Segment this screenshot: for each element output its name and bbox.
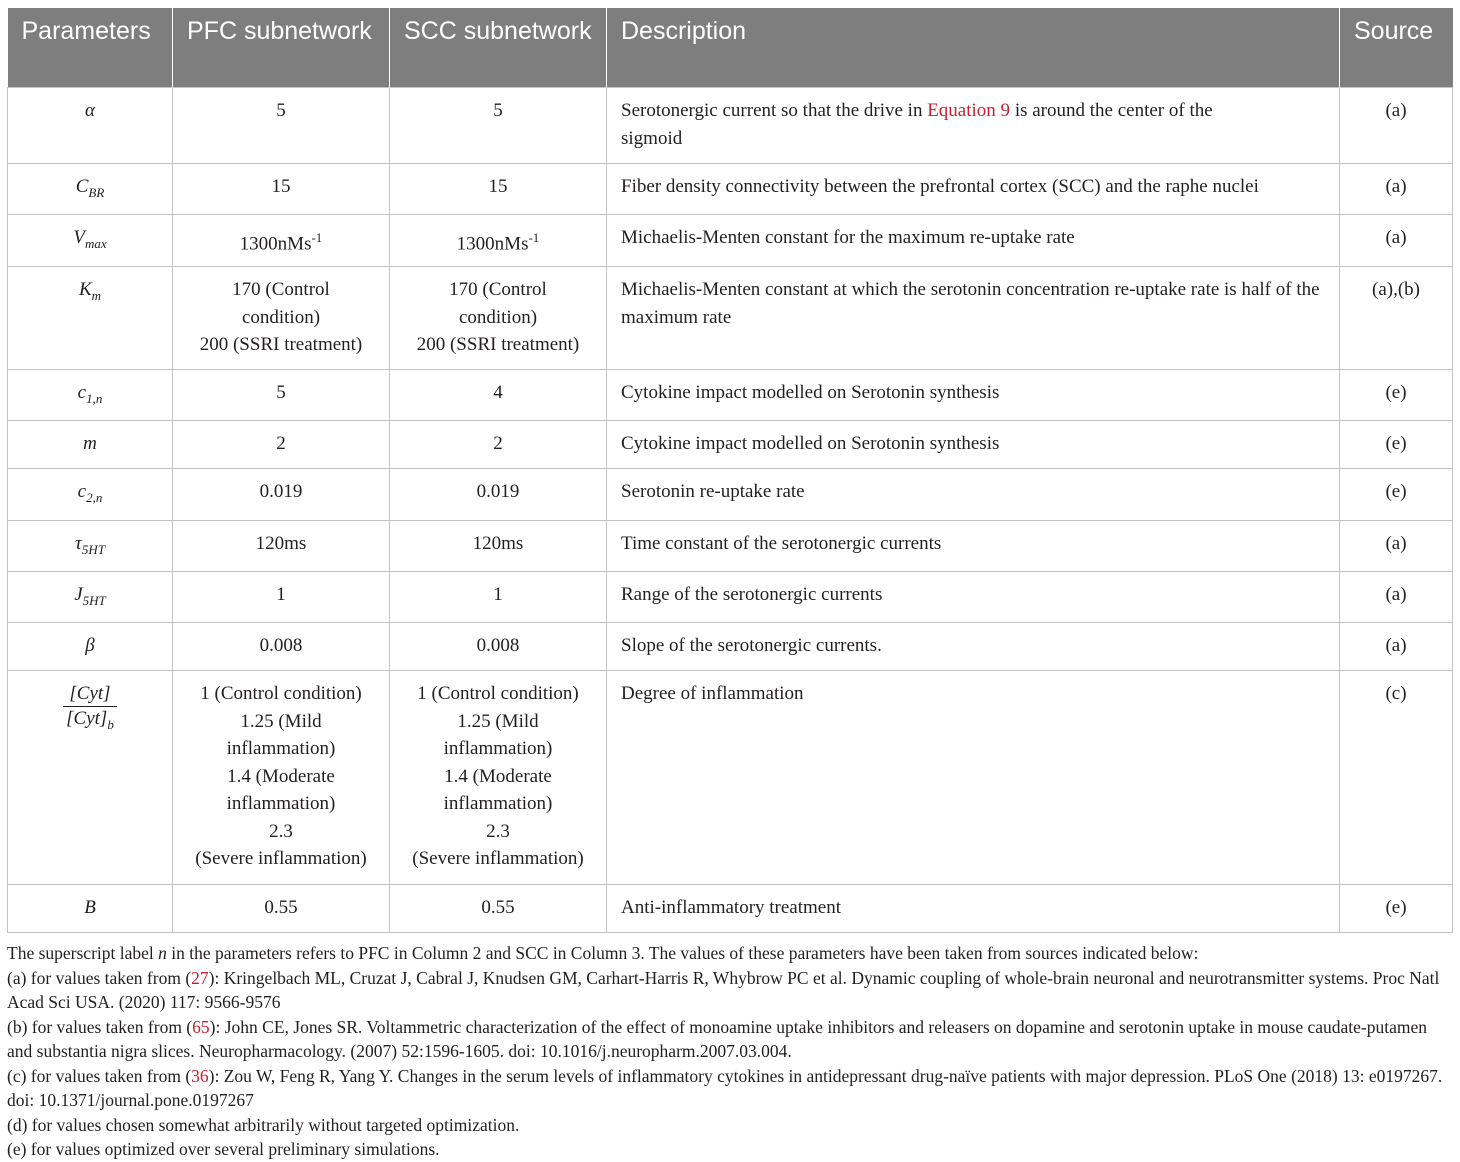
value-superscript: -1 [528,230,540,246]
scc-cell: 0.019 [390,469,607,520]
value-line: 1 (Control condition) [417,683,579,705]
param-subscript: 1,n [86,390,103,406]
value-line: inflammation) [443,738,553,760]
footnote-text: (a) for values taken from ( [7,967,192,988]
source-cell: (a),(b) [1340,267,1453,370]
table-row [8,572,1453,623]
value-superscript: -1 [311,230,323,246]
param-cell: m [8,421,173,469]
param-symbol: V [73,227,85,249]
table-row [8,215,1453,267]
param-cell [8,671,173,885]
table-row [8,88,1453,164]
footnote-text: The superscript label [7,943,159,964]
value-line: 1 (Control condition) [200,683,362,705]
source-cell: (a) [1340,520,1453,571]
value-line: 2.3 [269,820,293,842]
param-cell [8,520,173,571]
source-cell: (e) [1340,469,1453,520]
table-header [8,8,1453,88]
pfc-cell: 0.008 [173,623,390,671]
param-symbol: c [77,481,87,503]
param-cell [8,164,173,215]
value-line: (Severe inflammation) [412,848,584,870]
scc-cell: 0.008 [390,623,607,671]
description-cell [607,88,1340,164]
description-text: Serotonergic current so that the drive in [621,100,928,121]
pfc-cell: 120ms [173,520,390,571]
param-cell: B [8,885,173,933]
description-cell: Slope of the serotonergic currents. [607,623,1340,671]
reference-link[interactable]: 65 [192,1016,210,1037]
param-subscript: 5HT [82,592,106,608]
table-row [8,885,1453,933]
pfc-cell [173,671,390,885]
value-line: 170 (Control [449,279,547,301]
description-cell: Degree of inflammation [607,671,1340,885]
scc-cell: 2 [390,421,607,469]
denominator-subscript: b [107,717,114,733]
footnote-e: (e) for values optimized over several preliminary simulations. [7,1139,440,1160]
param-cell [8,572,173,623]
footnote-text: ): Zou W, Feng R, Yang Y. Changes in the serum levels of inflammatory cytokines in antidepressant drug-naïve patients with major depression. PLoS One (2018) 13: e0197267. doi: 10.1371/journal.pone.0197267 [7,1065,1443,1111]
source-cell: (e) [1340,421,1453,469]
source-cell: (c) [1340,671,1453,885]
pfc-cell: 5 [173,88,390,164]
value-line: condition) [241,306,321,328]
source-cell: (e) [1340,885,1453,933]
source-cell: (a) [1340,215,1453,267]
footnote-intro [7,941,1452,966]
param-symbol: C [75,176,89,197]
fraction-denominator [63,707,117,737]
header-pfc: PFC subnetwork [173,8,390,88]
reference-link[interactable]: 27 [191,967,209,988]
footnote-a [7,966,1452,1015]
value-text: 1300nMs [456,233,529,255]
source-cell: (a) [1340,623,1453,671]
parameter-table-container [7,8,1452,1162]
description-cell: Cytokine impact modelled on Serotonin synthesis [607,370,1340,421]
denominator-text: [Cyt] [66,708,108,730]
table-row [8,469,1453,520]
description-cell: Cytokine impact modelled on Serotonin synthesis [607,421,1340,469]
param-subscript: max [84,236,107,252]
value-line: 200 (SSRI treatment) [199,334,363,356]
table-row [8,370,1453,421]
description-cell: Michaelis-Menten constant for the maximum re-uptake rate [607,215,1340,267]
description-cell: Range of the serotonergic currents [607,572,1340,623]
value-line: (Severe inflammation) [195,848,367,870]
table-footnotes [7,941,1452,1162]
param-symbol: K [78,279,92,301]
source-cell: (e) [1340,370,1453,421]
param-symbol: τ [75,532,82,554]
param-cell [8,370,173,421]
source-cell: (a) [1340,164,1453,215]
scc-cell [390,671,607,885]
table-row [8,267,1453,370]
pfc-cell [173,215,390,267]
reference-link[interactable]: 36 [191,1065,209,1086]
value-line: 200 (SSRI treatment) [416,334,580,356]
table-row [8,164,1453,215]
description-cell: Time constant of the serotonergic currents [607,520,1340,571]
footnote-italic: n [158,943,167,964]
source-cell: (a) [1340,572,1453,623]
fraction-numerator: [Cyt] [63,682,117,707]
table-row [8,421,1453,469]
footnote-b [7,1015,1452,1064]
scc-cell [390,215,607,267]
pfc-cell: 5 [173,370,390,421]
param-subscript: 2,n [86,490,103,506]
equation-link[interactable]: Equation 9 [927,100,1011,121]
value-line: 1.4 (Moderate [227,765,335,787]
pfc-cell: 15 [173,164,390,215]
param-symbol: J [74,584,83,606]
param-subscript: BR [88,184,105,200]
scc-cell: 4 [390,370,607,421]
footnote-c [7,1064,1452,1113]
param-cell: β [8,623,173,671]
header-description: Description [607,8,1340,88]
pfc-cell: 0.019 [173,469,390,520]
value-line: inflammation) [443,793,553,815]
description-text: is around the center of the sigmoid [621,100,1213,149]
value-line: 170 (Control [232,279,330,301]
value-line: 1.25 (Mild [457,710,539,732]
value-line: inflammation) [226,793,336,815]
scc-cell: 120ms [390,520,607,571]
table-row [8,671,1453,885]
value-line: 1.25 (Mild [240,710,322,732]
param-symbol: c [77,382,87,404]
scc-cell: 15 [390,164,607,215]
parameter-table [7,8,1453,933]
pfc-cell: 0.55 [173,885,390,933]
scc-cell: 0.55 [390,885,607,933]
value-line: inflammation) [226,738,336,760]
scc-cell: 5 [390,88,607,164]
scc-cell [390,267,607,370]
table-row [8,520,1453,571]
pfc-cell: 2 [173,421,390,469]
table-row [8,623,1453,671]
param-subscript: m [91,287,102,303]
footnote-text: (b) for values taken from ( [7,1016,193,1037]
description-cell: Anti-inflammatory treatment [607,885,1340,933]
header-parameters: Parameters [8,8,173,88]
param-subscript: 5HT [81,541,105,557]
value-text: 1300nMs [239,233,312,255]
pfc-cell [173,267,390,370]
scc-cell: 1 [390,572,607,623]
header-scc: SCC subnetwork [390,8,607,88]
header-source: Source [1340,8,1453,88]
cytokine-ratio-fraction [63,682,117,737]
value-line: 1.4 (Moderate [444,765,552,787]
description-cell: Serotonin re-uptake rate [607,469,1340,520]
footnote-text: in the parameters refers to PFC in Column 2 and SCC in Column 3. The values of these parameters have been taken from sources indicated below: [166,943,1199,964]
value-line: condition) [458,306,538,328]
footnote-text: ): John CE, Jones SR. Voltammetric characterization of the effect of monoamine uptake inhibitors and releasers on dopamine and serotonin uptake in mouse caudate-putamen and substantia nigra slices. Neuropharmacology. (2007) 52:1596-1605. doi: 10.1016/j.neuropharm.2007.03.004. [7,1016,1428,1062]
param-cell [8,215,173,267]
param-cell [8,267,173,370]
value-line: 2.3 [486,820,510,842]
description-cell: Fiber density connectivity between the prefrontal cortex (SCC) and the raphe nuclei [607,164,1340,215]
description-cell: Michaelis-Menten constant at which the serotonin concentration re-uptake rate is half of the maximum rate [607,267,1340,370]
pfc-cell: 1 [173,572,390,623]
footnote-text: ): Kringelbach ML, Cruzat J, Cabral J, Knudsen GM, Carhart-Harris R, Whybrow PC et al. Dynamic coupling of whole-brain neuronal and neurotransmitter systems. Proc Natl Acad Sci USA. (2020) 117: 9566-9576 [7,967,1440,1013]
source-cell: (a) [1340,88,1453,164]
footnote-d: (d) for values chosen somewhat arbitrarily without targeted optimization. [7,1114,520,1135]
param-cell: α [8,88,173,164]
footnote-text: (c) for values taken from ( [7,1065,192,1086]
param-cell [8,469,173,520]
